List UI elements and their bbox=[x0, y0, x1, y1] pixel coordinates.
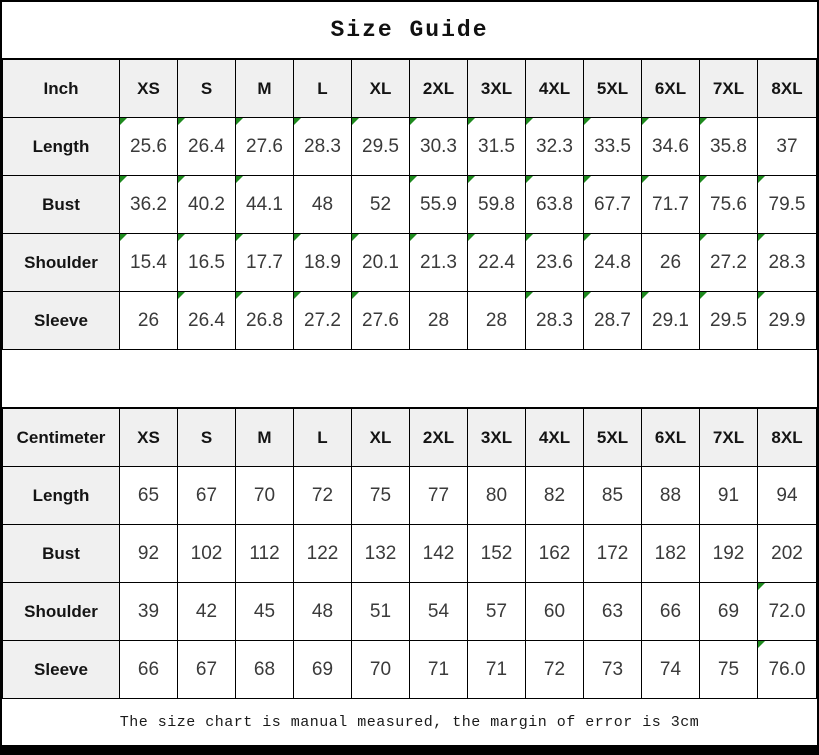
measurement-value: 82 bbox=[543, 484, 566, 506]
measurement-value-cell bbox=[410, 234, 468, 292]
measurement-value-cell bbox=[526, 176, 584, 234]
measurement-value-cell bbox=[236, 525, 294, 583]
measurement-value: 30.3 bbox=[420, 135, 457, 157]
green-triangle-icon bbox=[236, 234, 243, 241]
measurement-value: 69 bbox=[717, 600, 740, 622]
measurement-value-cell bbox=[294, 176, 352, 234]
measurement-value: 63.8 bbox=[536, 193, 573, 215]
size-column-header: 8XL bbox=[758, 60, 817, 118]
measurement-value-cell bbox=[236, 292, 294, 350]
measurement-value: 202 bbox=[771, 542, 803, 564]
size-column-header: L bbox=[294, 60, 352, 118]
measurement-value-cell bbox=[120, 292, 178, 350]
green-triangle-icon bbox=[758, 583, 765, 590]
measurement-value: 75.6 bbox=[710, 193, 747, 215]
measurement-value-cell bbox=[642, 467, 700, 525]
measurement-value: 34.6 bbox=[652, 135, 689, 157]
table-separator bbox=[2, 350, 817, 408]
measurement-value: 42 bbox=[195, 600, 218, 622]
measurement-value: 75 bbox=[369, 484, 392, 506]
green-triangle-icon bbox=[236, 292, 243, 299]
measurement-label-cell: Sleeve bbox=[3, 641, 120, 699]
size-column-header: 6XL bbox=[642, 409, 700, 467]
size-column-header: 7XL bbox=[700, 60, 758, 118]
measurement-value: 71.7 bbox=[652, 193, 689, 215]
measurement-value: 69 bbox=[311, 658, 334, 680]
size-column-header: XL bbox=[352, 60, 410, 118]
measurement-value-cell bbox=[642, 292, 700, 350]
measurement-value: 76.0 bbox=[768, 658, 806, 680]
green-triangle-icon bbox=[120, 176, 127, 183]
size-column-header: L bbox=[294, 409, 352, 467]
green-triangle-icon bbox=[178, 176, 185, 183]
green-triangle-icon bbox=[700, 176, 707, 183]
measurement-value-cell bbox=[120, 176, 178, 234]
measurement-value-cell bbox=[758, 583, 817, 641]
measurement-value: 37 bbox=[776, 135, 798, 157]
measurement-value-cell bbox=[294, 525, 352, 583]
measurement-value-cell bbox=[410, 292, 468, 350]
measurement-value: 21.3 bbox=[420, 251, 457, 273]
size-column-header: 4XL bbox=[526, 409, 584, 467]
measurement-value: 39 bbox=[137, 600, 160, 622]
measurement-value-cell bbox=[294, 467, 352, 525]
measurement-value-cell bbox=[526, 641, 584, 699]
measurement-value-cell bbox=[700, 525, 758, 583]
green-triangle-icon bbox=[410, 118, 417, 125]
measurement-value: 35.8 bbox=[710, 135, 747, 157]
measurement-value: 26.8 bbox=[246, 309, 283, 331]
size-table-header-row bbox=[3, 60, 817, 118]
measurement-value-cell bbox=[178, 641, 236, 699]
measurement-value-cell bbox=[352, 292, 410, 350]
measurement-row bbox=[3, 583, 817, 641]
measurement-value: 182 bbox=[654, 542, 687, 564]
green-triangle-icon bbox=[758, 641, 765, 648]
measurement-value: 72 bbox=[543, 658, 566, 680]
measurement-value: 66 bbox=[137, 658, 160, 680]
measurement-value: 192 bbox=[712, 542, 745, 564]
size-column-header: 5XL bbox=[584, 60, 642, 118]
measurement-value-cell bbox=[468, 176, 526, 234]
measurement-value-cell bbox=[410, 525, 468, 583]
measurement-value-cell bbox=[700, 467, 758, 525]
measurement-value-cell bbox=[700, 583, 758, 641]
green-triangle-icon bbox=[642, 118, 649, 125]
green-triangle-icon bbox=[758, 292, 765, 299]
measurement-value: 55.9 bbox=[420, 193, 457, 215]
measurement-label-cell: Bust bbox=[3, 525, 120, 583]
measurement-value-cell bbox=[526, 292, 584, 350]
green-triangle-icon bbox=[294, 292, 301, 299]
measurement-value: 27.2 bbox=[710, 251, 747, 273]
measurement-value: 54 bbox=[427, 600, 450, 622]
size-column-header: XL bbox=[352, 409, 410, 467]
measurement-value-cell bbox=[758, 467, 817, 525]
measurement-value: 29.5 bbox=[710, 309, 747, 331]
measurement-value-cell bbox=[526, 118, 584, 176]
green-triangle-icon bbox=[700, 292, 707, 299]
measurement-value-cell bbox=[236, 234, 294, 292]
measurement-value: 57 bbox=[485, 600, 508, 622]
green-triangle-icon bbox=[758, 176, 765, 183]
measurement-value-cell bbox=[120, 118, 178, 176]
green-triangle-icon bbox=[468, 176, 475, 183]
measurement-value: 94 bbox=[776, 484, 798, 506]
measurement-value: 24.8 bbox=[594, 251, 631, 273]
green-triangle-icon bbox=[700, 118, 707, 125]
measurement-value-cell bbox=[642, 118, 700, 176]
measurement-value-cell bbox=[120, 467, 178, 525]
measurement-value: 70 bbox=[253, 484, 276, 506]
measurement-value: 28.3 bbox=[536, 309, 573, 331]
size-column-header: M bbox=[236, 60, 294, 118]
measurement-value-cell bbox=[294, 641, 352, 699]
unit-header-cell: Centimeter bbox=[3, 409, 120, 467]
size-column-header: 5XL bbox=[584, 409, 642, 467]
measurement-value-cell bbox=[120, 525, 178, 583]
green-triangle-icon bbox=[584, 118, 591, 125]
measurement-value: 67 bbox=[195, 484, 218, 506]
green-triangle-icon bbox=[642, 176, 649, 183]
measurement-value-cell bbox=[468, 467, 526, 525]
measurement-value-cell bbox=[584, 467, 642, 525]
measurement-value-cell bbox=[526, 525, 584, 583]
measurement-label-cell: Shoulder bbox=[3, 234, 120, 292]
measurement-value: 48 bbox=[311, 600, 334, 622]
measurement-value: 152 bbox=[480, 542, 513, 564]
green-triangle-icon bbox=[526, 234, 533, 241]
measurement-value: 132 bbox=[364, 542, 397, 564]
size-column-header: 3XL bbox=[468, 409, 526, 467]
green-triangle-icon bbox=[352, 292, 359, 299]
measurement-value-cell bbox=[120, 583, 178, 641]
measurement-value: 80 bbox=[485, 484, 508, 506]
green-triangle-icon bbox=[468, 118, 475, 125]
green-triangle-icon bbox=[468, 234, 475, 241]
size-column-header: S bbox=[178, 409, 236, 467]
measurement-label-cell: Sleeve bbox=[3, 292, 120, 350]
measurement-row bbox=[3, 292, 817, 350]
measurement-value-cell bbox=[584, 583, 642, 641]
measurement-value: 33.5 bbox=[594, 135, 631, 157]
measurement-value: 79.5 bbox=[768, 193, 806, 215]
measurement-value-cell bbox=[468, 292, 526, 350]
measurement-label-cell: Shoulder bbox=[3, 583, 120, 641]
green-triangle-icon bbox=[294, 118, 301, 125]
measurement-value-cell bbox=[584, 176, 642, 234]
measurement-value-cell bbox=[526, 467, 584, 525]
measurement-value: 28 bbox=[427, 309, 450, 331]
measurement-row bbox=[3, 525, 817, 583]
measurement-value: 32.3 bbox=[536, 135, 573, 157]
measurement-value-cell bbox=[584, 118, 642, 176]
measurement-value: 85 bbox=[601, 484, 624, 506]
measurement-value: 66 bbox=[659, 600, 682, 622]
measurement-value: 162 bbox=[538, 542, 571, 564]
measurement-value-cell bbox=[468, 234, 526, 292]
measurement-value-cell bbox=[294, 583, 352, 641]
measurement-value: 72.0 bbox=[768, 600, 806, 622]
measurement-value: 67.7 bbox=[594, 193, 631, 215]
measurement-value-cell bbox=[758, 176, 817, 234]
measurement-value: 71 bbox=[485, 658, 508, 680]
measurement-value-cell bbox=[700, 292, 758, 350]
green-triangle-icon bbox=[410, 176, 417, 183]
measurement-value-cell bbox=[700, 234, 758, 292]
measurement-value-cell bbox=[642, 525, 700, 583]
size-column-header: XS bbox=[120, 409, 178, 467]
measurement-value-cell bbox=[236, 118, 294, 176]
measurement-value-cell bbox=[468, 118, 526, 176]
measurement-value: 29.9 bbox=[768, 309, 806, 331]
green-triangle-icon bbox=[584, 292, 591, 299]
measurement-value-cell bbox=[468, 525, 526, 583]
measurement-value: 72 bbox=[311, 484, 334, 506]
measurement-value: 17.7 bbox=[246, 251, 283, 273]
green-triangle-icon bbox=[584, 176, 591, 183]
measurement-value: 26.4 bbox=[188, 309, 225, 331]
measurement-value-cell bbox=[584, 525, 642, 583]
measurement-value: 29.1 bbox=[652, 309, 689, 331]
measurement-value-cell bbox=[526, 583, 584, 641]
measurement-value-cell bbox=[410, 176, 468, 234]
measurement-value: 28 bbox=[485, 309, 508, 331]
measurement-value: 63 bbox=[601, 600, 624, 622]
green-triangle-icon bbox=[178, 118, 185, 125]
size-column-header: 8XL bbox=[758, 409, 817, 467]
measurement-value: 60 bbox=[543, 600, 566, 622]
measurement-value: 67 bbox=[195, 658, 218, 680]
measurement-value-cell bbox=[700, 641, 758, 699]
green-triangle-icon bbox=[178, 234, 185, 241]
centimeter-size-table bbox=[2, 408, 817, 699]
measurement-value-cell bbox=[468, 583, 526, 641]
size-column-header: 2XL bbox=[410, 409, 468, 467]
measurement-value-cell bbox=[642, 176, 700, 234]
measurement-value-cell bbox=[178, 292, 236, 350]
green-triangle-icon bbox=[642, 292, 649, 299]
measurement-value: 27.6 bbox=[362, 309, 399, 331]
measurement-value-cell bbox=[236, 467, 294, 525]
measurement-value-cell bbox=[758, 292, 817, 350]
measurement-label-cell: Length bbox=[3, 118, 120, 176]
measurement-value: 26.4 bbox=[188, 135, 225, 157]
measurement-value-cell bbox=[758, 641, 817, 699]
measurement-value-cell bbox=[758, 118, 817, 176]
measurement-value-cell bbox=[352, 467, 410, 525]
green-triangle-icon bbox=[526, 176, 533, 183]
measurement-value-cell bbox=[178, 525, 236, 583]
measurement-row bbox=[3, 234, 817, 292]
measurement-value-cell bbox=[294, 234, 352, 292]
measurement-value: 31.5 bbox=[478, 135, 515, 157]
measurement-value-cell bbox=[584, 292, 642, 350]
measurement-value-cell bbox=[468, 641, 526, 699]
measurement-value: 26 bbox=[137, 309, 160, 331]
measurement-value: 92 bbox=[137, 542, 160, 564]
size-column-header: XS bbox=[120, 60, 178, 118]
measurement-value: 44.1 bbox=[246, 193, 283, 215]
measurement-value-cell bbox=[642, 234, 700, 292]
measurement-label-cell: Bust bbox=[3, 176, 120, 234]
measurement-value-cell bbox=[642, 583, 700, 641]
measurement-value: 20.1 bbox=[362, 251, 399, 273]
measurement-value: 23.6 bbox=[536, 251, 573, 273]
green-triangle-icon bbox=[352, 118, 359, 125]
measurement-value-cell bbox=[584, 641, 642, 699]
green-triangle-icon bbox=[236, 118, 243, 125]
measurement-value-cell bbox=[294, 292, 352, 350]
measurement-value: 88 bbox=[659, 484, 682, 506]
green-triangle-icon bbox=[178, 292, 185, 299]
measurement-value-cell bbox=[758, 234, 817, 292]
measurement-value-cell bbox=[236, 176, 294, 234]
green-triangle-icon bbox=[120, 234, 127, 241]
measurement-value: 73 bbox=[601, 658, 624, 680]
green-triangle-icon bbox=[758, 234, 765, 241]
unit-header-cell: Inch bbox=[3, 60, 120, 118]
measurement-value: 48 bbox=[311, 193, 334, 215]
green-triangle-icon bbox=[526, 292, 533, 299]
measurement-value: 77 bbox=[427, 484, 450, 506]
size-column-header: 3XL bbox=[468, 60, 526, 118]
measurement-value: 27.6 bbox=[246, 135, 283, 157]
measurement-label-cell: Length bbox=[3, 467, 120, 525]
measurement-row bbox=[3, 467, 817, 525]
measurement-value-cell bbox=[178, 234, 236, 292]
measurement-value-cell bbox=[642, 641, 700, 699]
size-table-header-row bbox=[3, 409, 817, 467]
measurement-value: 28.3 bbox=[304, 135, 341, 157]
measurement-value-cell bbox=[294, 118, 352, 176]
measurement-value: 27.2 bbox=[304, 309, 341, 331]
green-triangle-icon bbox=[294, 234, 301, 241]
measurement-value: 16.5 bbox=[188, 251, 225, 273]
measurement-value-cell bbox=[178, 583, 236, 641]
measurement-value: 75 bbox=[717, 658, 740, 680]
green-triangle-icon bbox=[700, 234, 707, 241]
measurement-value-cell bbox=[352, 118, 410, 176]
bottom-black-bar bbox=[0, 745, 819, 755]
page-title: Size Guide bbox=[2, 2, 817, 59]
measurement-row bbox=[3, 118, 817, 176]
measurement-value-cell bbox=[120, 234, 178, 292]
green-triangle-icon bbox=[410, 234, 417, 241]
measurement-value: 51 bbox=[369, 600, 392, 622]
measurement-value: 112 bbox=[249, 542, 280, 564]
measurement-value-cell bbox=[352, 176, 410, 234]
measurement-value-cell bbox=[178, 467, 236, 525]
measurement-value-cell bbox=[410, 467, 468, 525]
measurement-value-cell bbox=[236, 583, 294, 641]
measurement-value: 122 bbox=[306, 542, 339, 564]
measurement-value-cell bbox=[178, 176, 236, 234]
measurement-value-cell bbox=[236, 641, 294, 699]
measurement-value: 102 bbox=[190, 542, 223, 564]
measurement-value: 29.5 bbox=[362, 135, 399, 157]
measurement-row bbox=[3, 641, 817, 699]
measurement-value: 142 bbox=[422, 542, 455, 564]
measurement-value: 40.2 bbox=[188, 193, 225, 215]
inch-size-table bbox=[2, 59, 817, 350]
measurement-value-cell bbox=[584, 234, 642, 292]
size-column-header: 4XL bbox=[526, 60, 584, 118]
footer-note: The size chart is manual measured, the margin of error is 3cm bbox=[2, 699, 817, 747]
size-column-header: S bbox=[178, 60, 236, 118]
measurement-value-cell bbox=[410, 641, 468, 699]
measurement-value: 22.4 bbox=[478, 251, 515, 273]
measurement-value: 68 bbox=[253, 658, 276, 680]
measurement-value: 45 bbox=[253, 600, 276, 622]
measurement-value-cell bbox=[178, 118, 236, 176]
size-column-header: M bbox=[236, 409, 294, 467]
measurement-value-cell bbox=[700, 118, 758, 176]
size-column-header: 6XL bbox=[642, 60, 700, 118]
measurement-value-cell bbox=[352, 583, 410, 641]
measurement-value: 25.6 bbox=[130, 135, 167, 157]
measurement-value: 36.2 bbox=[130, 193, 167, 215]
size-column-header: 2XL bbox=[410, 60, 468, 118]
measurement-value: 70 bbox=[369, 658, 392, 680]
size-column-header: 7XL bbox=[700, 409, 758, 467]
measurement-value: 26 bbox=[659, 251, 682, 273]
green-triangle-icon bbox=[526, 118, 533, 125]
measurement-value: 18.9 bbox=[304, 251, 341, 273]
measurement-value-cell bbox=[352, 234, 410, 292]
measurement-value: 59.8 bbox=[478, 193, 515, 215]
measurement-value-cell bbox=[352, 641, 410, 699]
measurement-value-cell bbox=[526, 234, 584, 292]
measurement-value: 28.7 bbox=[594, 309, 631, 331]
measurement-value: 71 bbox=[427, 658, 450, 680]
measurement-value: 172 bbox=[596, 542, 629, 564]
measurement-value: 15.4 bbox=[130, 251, 167, 273]
green-triangle-icon bbox=[352, 234, 359, 241]
measurement-value-cell bbox=[120, 641, 178, 699]
measurement-value: 74 bbox=[659, 658, 682, 680]
green-triangle-icon bbox=[120, 118, 127, 125]
measurement-value: 65 bbox=[137, 484, 160, 506]
measurement-value: 91 bbox=[717, 484, 740, 506]
measurement-value-cell bbox=[352, 525, 410, 583]
measurement-value: 28.3 bbox=[768, 251, 806, 273]
measurement-row bbox=[3, 176, 817, 234]
measurement-value-cell bbox=[758, 525, 817, 583]
measurement-value-cell bbox=[410, 583, 468, 641]
green-triangle-icon bbox=[584, 234, 591, 241]
green-triangle-icon bbox=[236, 176, 243, 183]
measurement-value-cell bbox=[700, 176, 758, 234]
measurement-value: 52 bbox=[369, 193, 392, 215]
measurement-value-cell bbox=[410, 118, 468, 176]
